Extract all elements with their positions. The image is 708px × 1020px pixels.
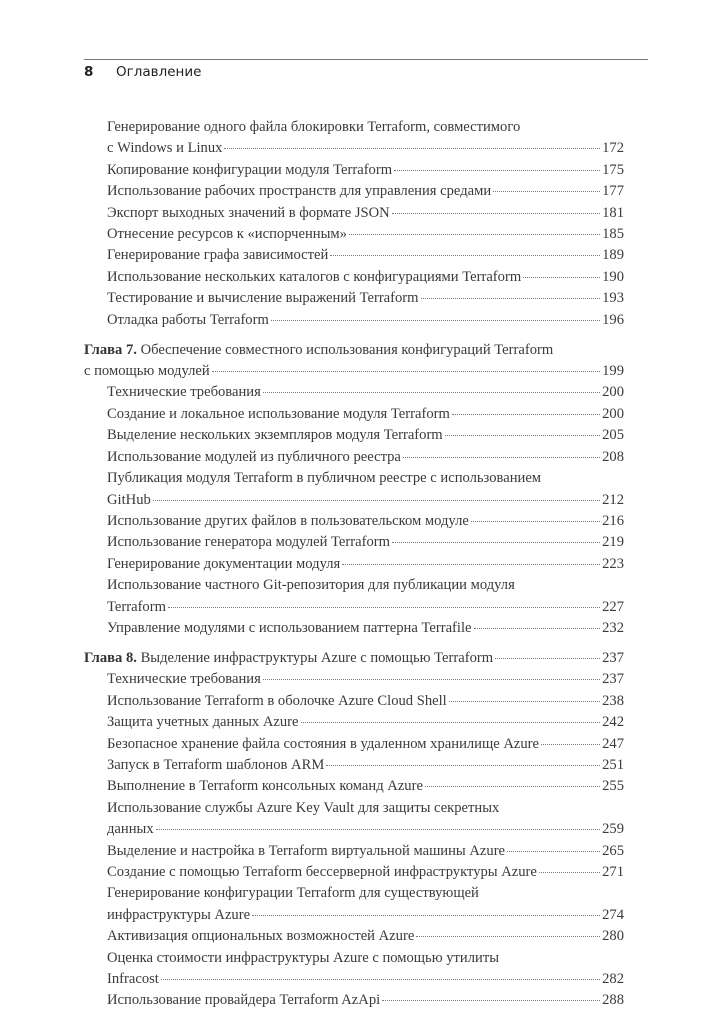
toc-entry[interactable]: [84, 755, 624, 776]
entry-title: Технические требования: [107, 384, 261, 401]
entry-line: [107, 554, 624, 575]
dot-leader: [271, 320, 600, 321]
toc-entry[interactable]: [84, 160, 624, 181]
entry-page: 172: [602, 140, 624, 157]
entry-line: [107, 532, 624, 553]
toc-section: [84, 340, 624, 640]
toc-entry[interactable]: [84, 554, 624, 575]
entry-page: 280: [602, 928, 624, 945]
entry-line: [107, 288, 624, 309]
toc-entry[interactable]: [84, 288, 624, 309]
entry-title: Отладка работы Terraform: [107, 311, 269, 328]
entry-title: Копирование конфигурации модуля Terraform: [107, 161, 393, 178]
entry-title: Безопасное хранение файла состояния в удаленном хранилище Azure: [107, 735, 539, 752]
page-number: 8: [84, 64, 94, 80]
toc-entry[interactable]: [84, 245, 624, 266]
entry-title: Terraform: [107, 598, 166, 615]
entry-page: 181: [602, 204, 624, 221]
dot-leader: [449, 701, 600, 702]
dot-leader: [493, 191, 600, 192]
entry-line: [84, 648, 624, 669]
toc-section: [84, 648, 624, 1012]
entry-line: [107, 404, 624, 425]
entry-page: 199: [602, 363, 624, 380]
entry-title-line1: [107, 798, 624, 819]
entry-title: инфраструктуры Azure: [107, 906, 251, 923]
entry-title: Активизация опциональных возможностей Azure: [107, 928, 415, 945]
toc-entry[interactable]: [84, 798, 624, 841]
entry-line: [107, 203, 624, 224]
entry-page: 177: [602, 183, 624, 200]
dot-leader: [153, 500, 600, 501]
entry-page: 251: [602, 756, 624, 773]
entry-line: [107, 862, 624, 883]
entry-line: [107, 969, 624, 990]
entry-page: 232: [602, 619, 624, 636]
dot-leader: [349, 234, 600, 235]
entry-page: 216: [602, 512, 624, 529]
entry-line: [107, 224, 624, 245]
entry-page: 259: [602, 821, 624, 838]
dot-leader: [161, 979, 600, 980]
entry-title-line1: [84, 340, 624, 361]
entry-title-text: Обеспечение совместного использования конфигураций Terraform: [140, 341, 554, 358]
entry-title: Управление модулями с использованием паттерна Terrafile: [107, 619, 472, 636]
entry-line: [107, 245, 624, 266]
toc-entry[interactable]: [84, 575, 624, 618]
entry-title-text: Публикация модуля Terraform в публичном реестре с использованием: [107, 470, 542, 487]
entry-line: [107, 310, 624, 331]
chapter-entry[interactable]: [84, 340, 624, 383]
entry-page: 175: [602, 161, 624, 178]
entry-title: Отнесение ресурсов к «испорченным»: [107, 226, 347, 243]
entry-page: 205: [602, 427, 624, 444]
toc-entry[interactable]: [84, 267, 624, 288]
entry-page: 247: [602, 735, 624, 752]
entry-title: Запуск в Terraform шаблонов ARM: [107, 756, 325, 773]
toc-entry[interactable]: [84, 926, 624, 947]
entry-line: [107, 755, 624, 776]
entry-line: [107, 712, 624, 733]
toc-entry[interactable]: [84, 948, 624, 991]
entry-page: 185: [602, 226, 624, 243]
running-title: Оглавление: [116, 64, 202, 80]
entry-page: 193: [602, 290, 624, 307]
entry-title-line1: [107, 948, 624, 969]
dot-leader: [326, 765, 600, 766]
toc-entry[interactable]: [84, 712, 624, 733]
toc-entry[interactable]: [84, 310, 624, 331]
entry-title-line1: [107, 468, 624, 489]
entry-page: 255: [602, 778, 624, 795]
running-header: [84, 64, 201, 80]
entry-line: [107, 138, 624, 159]
entry-title: Выделение и настройка в Terraform виртуальной машины Azure: [107, 842, 506, 859]
toc-entry[interactable]: [84, 511, 624, 532]
dot-leader: [471, 521, 600, 522]
dot-leader: [539, 872, 600, 873]
dot-leader: [403, 457, 600, 458]
entry-line: [107, 926, 624, 947]
entry-line: [107, 990, 624, 1011]
toc-entry[interactable]: [84, 382, 624, 403]
entry-title: Использование модулей из публичного реестра: [107, 448, 401, 465]
entry-title: Использование рабочих пространств для управления средами: [107, 183, 492, 200]
entry-title: Защита учетных данных Azure: [107, 714, 299, 731]
toc-entry[interactable]: [84, 883, 624, 926]
entry-title: с помощью модулей: [84, 363, 210, 380]
entry-title-line1: [107, 575, 624, 596]
dot-leader: [263, 679, 600, 680]
entry-title-text: Генерирование одного файла блокировки Terraform, совместимого: [107, 119, 521, 135]
toc-entry[interactable]: [84, 862, 624, 883]
header-rule: [84, 59, 648, 60]
chapter-label: Глава 8.: [84, 649, 137, 666]
entry-line: [107, 841, 624, 862]
entry-title-text: Генерирование конфигурации Terraform для существующей: [107, 885, 479, 902]
entry-page: 271: [602, 864, 624, 880]
entry-title: Использование провайдера Terraform AzApi: [107, 992, 381, 1009]
dot-leader: [452, 414, 600, 415]
entry-page: 208: [602, 448, 624, 465]
entry-line: [107, 618, 624, 639]
dot-leader: [416, 936, 600, 937]
dot-leader: [495, 658, 600, 659]
entry-page: 227: [602, 598, 624, 615]
entry-line: [107, 734, 624, 755]
toc-entry[interactable]: [84, 669, 624, 690]
entry-page: 238: [602, 692, 624, 709]
dot-leader: [445, 435, 600, 436]
entry-page: 237: [602, 671, 624, 688]
toc-entry[interactable]: [84, 618, 624, 639]
entry-line: [107, 776, 624, 797]
entry-page: 190: [602, 268, 624, 285]
dot-leader: [301, 722, 601, 723]
entry-line: [107, 425, 624, 446]
toc-entry[interactable]: [84, 990, 624, 1011]
entry-title: Создание с помощью Terraform бессерверной инфраструктуры Azure: [107, 864, 537, 880]
dot-leader: [392, 542, 600, 543]
dot-leader: [421, 298, 601, 299]
entry-line: [107, 669, 624, 690]
entry-line: [107, 447, 624, 468]
entry-line: [107, 511, 624, 532]
entry-page: 223: [602, 555, 624, 572]
dot-leader: [263, 392, 600, 393]
entry-title: Выделение нескольких экземпляров модуля Terraform: [107, 427, 443, 444]
entry-title: Выделение инфраструктуры Azure с помощью Terraform: [140, 649, 494, 666]
dot-leader: [507, 851, 600, 852]
entry-title: Использование других файлов в пользовательском модуле: [107, 512, 469, 529]
entry-page: 237: [602, 649, 624, 666]
entry-title: Infracost: [107, 971, 159, 988]
toc-entry[interactable]: [84, 532, 624, 553]
toc-entry[interactable]: [84, 117, 624, 160]
dot-leader: [156, 829, 600, 830]
toc-entry[interactable]: [84, 468, 624, 511]
entry-title: Использование нескольких каталогов с конфигурациями Terraform: [107, 268, 522, 285]
toc-entry[interactable]: [84, 203, 624, 224]
entry-page: 219: [602, 534, 624, 551]
entry-title: с Windows и Linux: [107, 140, 223, 157]
entry-page: 274: [602, 906, 624, 923]
entry-title: Выполнение в Terraform консольных команд Azure: [107, 778, 423, 795]
entry-title-text: Использование службы Azure Key Vault для защиты секретных: [107, 799, 500, 816]
table-of-contents: [84, 117, 624, 1020]
toc-entry[interactable]: [84, 734, 624, 755]
chapter-label: Глава 7.: [84, 341, 137, 358]
entry-title: Использование Terraform в оболочке Azure Cloud Shell: [107, 692, 447, 709]
entry-title-line1: [107, 883, 624, 904]
entry-page: 200: [602, 384, 624, 401]
entry-page: 200: [602, 405, 624, 422]
toc-entry[interactable]: [84, 425, 624, 446]
entry-line: [107, 819, 624, 840]
dot-leader: [523, 277, 600, 278]
dot-leader: [392, 213, 600, 214]
entry-page: 189: [602, 247, 624, 264]
entry-title: Использование генератора модулей Terraform: [107, 534, 390, 551]
entry-title: Тестирование и вычисление выражений Terraform: [107, 290, 419, 307]
toc-entry[interactable]: [84, 224, 624, 245]
toc-entry[interactable]: [84, 181, 624, 202]
entry-page: 282: [602, 971, 624, 988]
entry-title: Генерирование документации модуля: [107, 555, 341, 572]
entry-line: [107, 691, 624, 712]
entry-line: [107, 597, 624, 618]
entry-title: GitHub: [107, 491, 151, 508]
dot-leader: [252, 915, 600, 916]
entry-title-line1: [107, 117, 624, 138]
chapter-entry[interactable]: [84, 648, 624, 669]
entry-page: 212: [602, 491, 624, 508]
dot-leader: [541, 744, 600, 745]
toc-entry[interactable]: [84, 447, 624, 468]
entry-title: Экспорт выходных значений в формате JSON: [107, 204, 390, 221]
entry-page: 288: [602, 992, 624, 1009]
entry-page: 265: [602, 842, 624, 859]
dot-leader: [425, 786, 600, 787]
entry-page: 242: [602, 714, 624, 731]
entry-line: [107, 905, 624, 926]
dot-leader: [394, 170, 600, 171]
toc-entry[interactable]: [84, 691, 624, 712]
toc-entry[interactable]: [84, 841, 624, 862]
dot-leader: [330, 255, 600, 256]
entry-line: [107, 181, 624, 202]
entry-title: Создание и локальное использование модуля Terraform: [107, 405, 450, 422]
toc-section: [84, 117, 624, 331]
entry-line: [107, 490, 624, 511]
entry-line: [84, 361, 624, 382]
entry-title: Технические требования: [107, 671, 261, 688]
toc-entry[interactable]: [84, 404, 624, 425]
entry-line: [107, 267, 624, 288]
dot-leader: [342, 564, 600, 565]
entry-title: данных: [107, 821, 154, 838]
entry-line: [107, 160, 624, 181]
dot-leader: [224, 148, 600, 149]
toc-entry[interactable]: [84, 776, 624, 797]
entry-title: Генерирование графа зависимостей: [107, 247, 329, 264]
entry-line: [107, 382, 624, 403]
entry-title-text: Оценка стоимости инфраструктуры Azure с помощью утилиты: [107, 949, 500, 966]
dot-leader: [168, 607, 600, 608]
entry-title-text: Использование частного Git-репозитория для публикации модуля: [107, 577, 515, 594]
entry-page: 196: [602, 311, 624, 328]
dot-leader: [474, 628, 601, 629]
dot-leader: [212, 371, 600, 372]
